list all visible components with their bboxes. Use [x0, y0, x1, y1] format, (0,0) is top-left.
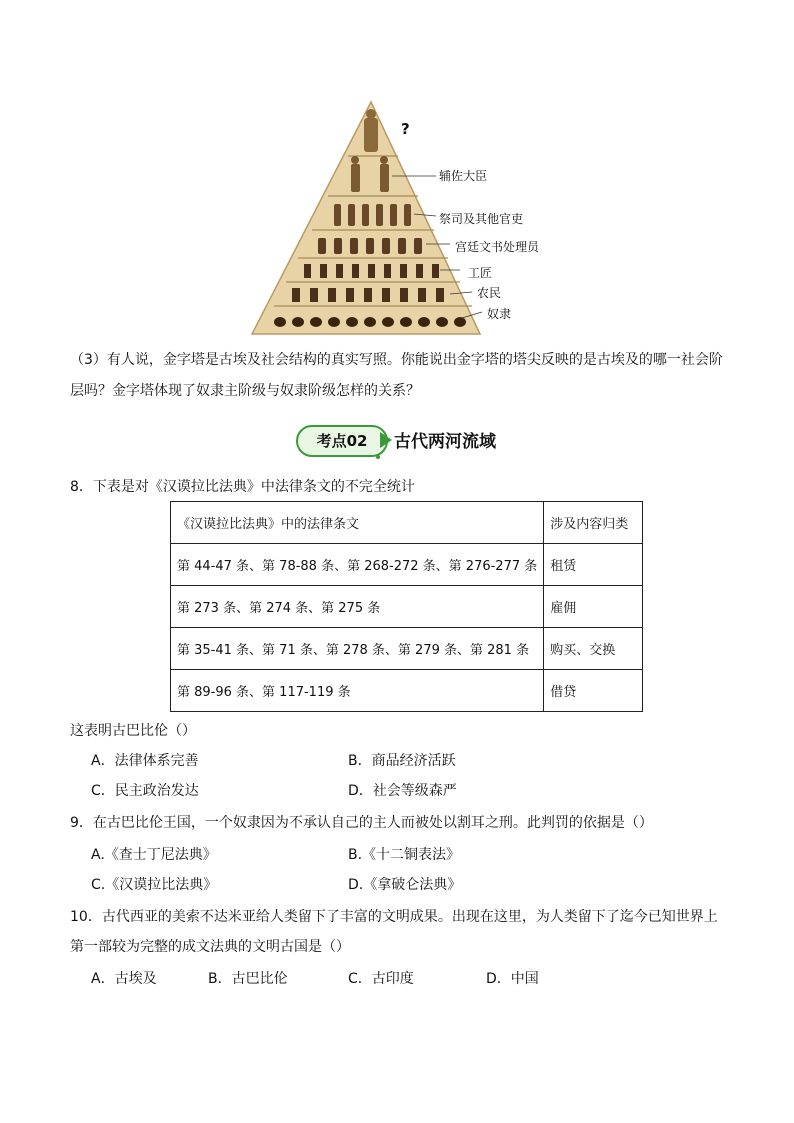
q9-option-a[interactable]: A.《查士丁尼法典》: [91, 847, 217, 863]
q9-option-d[interactable]: D.《拿破仑法典》: [348, 877, 462, 893]
table-cell-category: 购买、交换: [544, 628, 643, 670]
q8-option-c[interactable]: C．民主政治发达: [91, 783, 199, 799]
pyramid-label-minister: 辅佐大臣: [439, 169, 488, 183]
table-cell-category: 租赁: [544, 544, 643, 586]
q3-line2: 层吗？金字塔体现了奴隶主阶级与奴隶阶级怎样的关系？: [70, 383, 420, 399]
table-cell-articles: 第 35-41 条、第 71 条、第 278 条、第 279 条、第 281 条: [171, 628, 544, 670]
q10-line2: 第一部较为完整的成文法典的文明古国是（）: [70, 939, 350, 955]
table-row: [171, 544, 643, 586]
section-title: 古代两河流域: [394, 432, 496, 452]
law-statistics-table: [170, 501, 643, 712]
q8-conclusion: 这表明古巴比伦（）: [70, 723, 196, 739]
pyramid-top-question: ?: [401, 120, 410, 138]
q10-option-b[interactable]: B．古巴比伦: [208, 971, 288, 987]
q3-line1: （3）有人说，金字塔是古埃及社会结构的真实写照。你能说出金字塔的塔尖反映的是古埃及的哪一社会阶: [70, 352, 723, 368]
badge-dot-icon: [376, 455, 380, 459]
badge-arrow-icon: [380, 432, 392, 448]
section-badge: 考点02: [296, 425, 388, 457]
table-cell-articles: 第 44-47 条、第 78-88 条、第 268-272 条、第 276-277 条: [171, 544, 544, 586]
table-header-category: 涉及内容归类: [544, 502, 643, 544]
q10-option-a[interactable]: A．古埃及: [91, 971, 157, 987]
table-row: [171, 586, 643, 628]
section-header: [296, 423, 516, 463]
q8-stem: 8．下表是对《汉谟拉比法典》中法律条文的不完全统计: [70, 479, 415, 495]
pyramid-label-slave: 奴隶: [487, 307, 512, 321]
table-cell-category: 借贷: [544, 670, 643, 712]
table-row: [171, 628, 643, 670]
table-cell-articles: 第 273 条、第 274 条、第 275 条: [171, 586, 544, 628]
table-header-row: [171, 502, 643, 544]
craftsman-figures: [304, 264, 439, 278]
q9-option-c[interactable]: C.《汉谟拉比法典》: [91, 877, 218, 893]
table-cell-articles: 第 89-96 条、第 117-119 条: [171, 670, 544, 712]
q10-option-c[interactable]: C．古印度: [348, 971, 414, 987]
q9-stem: 9．在古巴比伦王国，一个奴隶因为不承认自己的主人而被处以割耳之刑。此判罚的依据是（）: [70, 815, 653, 831]
pyramid-label-farmer: 农民: [477, 286, 502, 300]
q8-option-b[interactable]: B．商品经济活跃: [348, 753, 456, 769]
q8-option-d[interactable]: D．社会等级森严: [348, 783, 457, 799]
q10-option-d[interactable]: D．中国: [486, 971, 539, 987]
pyramid-label-craftsman: 工匠: [468, 266, 493, 280]
pyramid-label-priest: 祭司及其他官吏: [439, 212, 524, 226]
pyramid-label-scribe: 宫廷文书处理员: [455, 240, 540, 254]
q9-option-b[interactable]: B.《十二铜表法》: [348, 847, 461, 863]
q10-line1: 10．古代西亚的美索不达米亚给人类留下了丰富的文明成果。出现在这里，为人类留下了迄今已知世界上: [70, 909, 718, 925]
q8-option-a[interactable]: A．法律体系完善: [91, 753, 199, 769]
table-row: [171, 670, 643, 712]
table-cell-category: 雇佣: [544, 586, 643, 628]
farmer-figures: [292, 288, 444, 302]
table-header-articles: 《汉谟拉比法典》中的法律条文: [171, 502, 544, 544]
